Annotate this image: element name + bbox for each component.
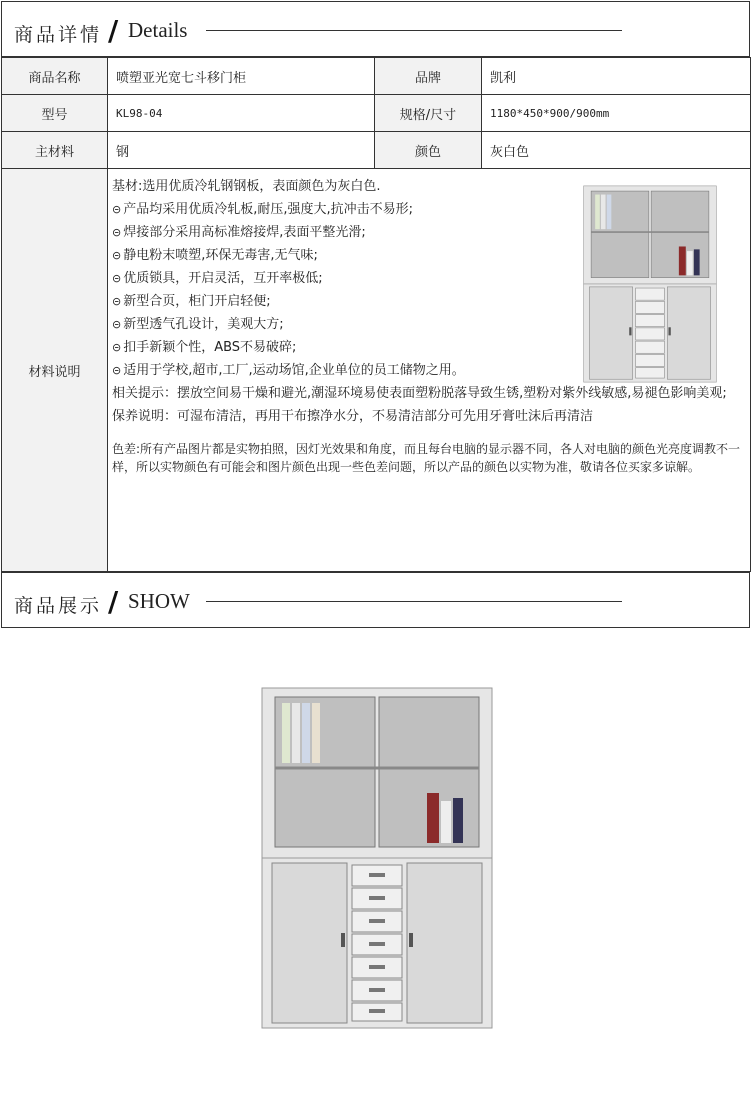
- desc-line-care: 保养说明：可湿布清洁，再用干布擦净水分，不易清洁部分可先用牙膏吐沫后再清洁: [112, 409, 594, 424]
- spec-value-name: 喷塑亚光宽七斗移门柜: [108, 58, 375, 95]
- spec-row-name: [2, 58, 751, 95]
- show-header-rule: [206, 601, 622, 602]
- desc-line-bullet: ⊝ 适用于学校,超市,工厂,运动场馆,企业单位的员工储物之用。: [112, 363, 465, 378]
- bullet-icon: ⊝: [112, 364, 122, 377]
- desc-line-bullet: ⊝ 产品均采用优质冷轧板,耐压,强度大,抗冲击不易形;: [112, 202, 413, 217]
- spec-label-model: 型号: [2, 95, 108, 132]
- bullet-icon: ⊝: [112, 318, 122, 331]
- details-title-en: Details: [128, 18, 188, 42]
- desc-line-bullet: ⊝ 优质锁具，开启灵活，互开率极低;: [112, 271, 323, 286]
- desc-line-bullet: ⊝ 焊接部分采用高标准熔接焊,表面平整光滑;: [112, 225, 366, 240]
- spec-label-size: 规格/尺寸: [375, 95, 482, 132]
- spec-label-brand: 品牌: [375, 58, 482, 95]
- spec-value-material: 钢: [108, 132, 375, 169]
- cabinet-thumbnail-image: [576, 183, 724, 385]
- bullet-icon: ⊝: [112, 341, 122, 354]
- spec-row-material: [2, 132, 751, 169]
- spec-row-description: [2, 169, 751, 572]
- desc-color-note: 色差:所有产品图片都是实物拍照，因灯光效果和角度，而且每台电脑的显示器不同，各人对电脑的颜色光亮度调教不一样，所以实物颜色有可能会和图片颜色出现一些色差问题，所以产品的颜色以实物为准，敬请各位买家多谅解。: [112, 442, 741, 474]
- bullet-icon: ⊝: [112, 203, 122, 216]
- spec-value-color: 灰白色: [482, 132, 751, 169]
- details-header: [1, 1, 750, 57]
- desc-line-base: 基材:选用优质冷轧钢钢板，表面颜色为灰白色.: [112, 179, 381, 194]
- spec-row-model: [2, 95, 751, 132]
- spec-label-material: 主材料: [2, 132, 108, 169]
- spec-description-cell: [108, 169, 751, 572]
- cabinet-product-image: [257, 683, 497, 1033]
- show-title-slash: /: [108, 585, 119, 618]
- desc-line-bullet: ⊝ 新型透气孔设计，美观大方;: [112, 317, 284, 332]
- spec-label-name: 商品名称: [2, 58, 108, 95]
- spec-label-color: 颜色: [375, 132, 482, 169]
- desc-line-tips: 相关提示：摆放空间易干燥和避光,潮湿环境易使表面塑粉脱落导致生锈,塑粉对紫外线敏感,易褪色影响美观;: [112, 386, 727, 401]
- show-title-en: SHOW: [128, 589, 190, 613]
- spec-value-brand: 凯利: [482, 58, 751, 95]
- details-title-cn: 商品详情: [14, 24, 103, 46]
- bullet-icon: ⊝: [112, 272, 122, 285]
- show-header: [1, 572, 750, 628]
- spec-value-model: KL98-04: [108, 95, 375, 132]
- bullet-icon: ⊝: [112, 226, 122, 239]
- spec-table: [1, 57, 751, 572]
- bullet-icon: ⊝: [112, 249, 122, 262]
- bullet-icon: ⊝: [112, 295, 122, 308]
- desc-line-bullet: ⊝ 扣手新颖个性，ABS不易破碎;: [112, 340, 297, 355]
- details-title-slash: /: [108, 14, 119, 47]
- spec-value-size: 1180*450*900/900mm: [482, 95, 751, 132]
- desc-line-bullet: ⊝ 静电粉末喷塑,环保无毒害,无气味;: [112, 248, 318, 263]
- details-header-rule: [206, 30, 622, 31]
- show-title-cn: 商品展示: [14, 595, 103, 617]
- desc-line-bullet: ⊝ 新型合页，柜门开启轻便;: [112, 294, 271, 309]
- spec-label-description: 材料说明: [2, 169, 108, 572]
